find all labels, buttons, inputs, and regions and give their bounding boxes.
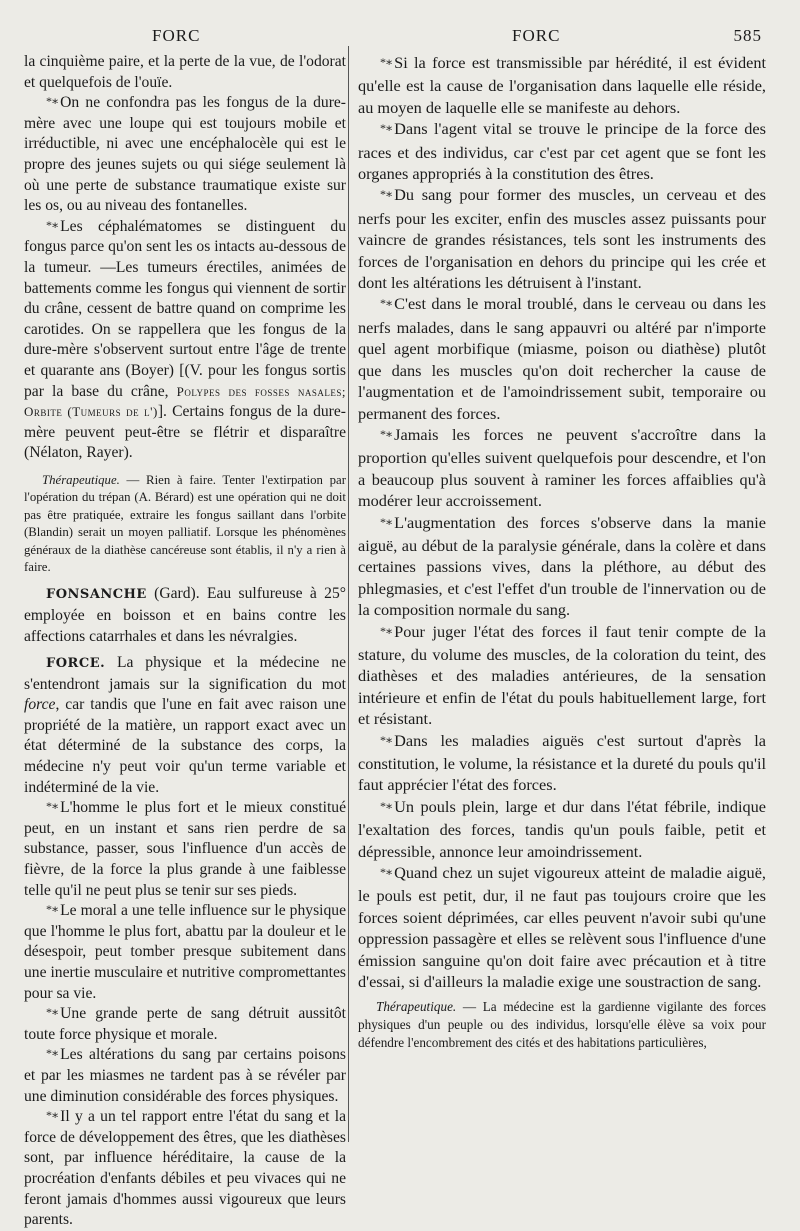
asterism-icon: *∗ — [380, 296, 393, 311]
cross-reference: Polypes des fosses nasales; Orbite (Tumeurs de l') — [24, 383, 346, 420]
paragraph: *∗ L'homme le plus fort et le mieux constitué peut, en un instant et sans rien perdre de sa substance, passer, sous l'influence d'un accès de fièvre, de la force la plus grande à une faiblesse telle qu'il ne peut plus se tenir sur ses pieds. — [24, 799, 346, 899]
page-number: 585 — [733, 26, 762, 45]
paragraph: *∗ Si la force est transmissible par hérédité, il est évident qu'elle est la cause de l'organisation dans laquelle elle réside, au moyen de laquelle elle se manifeste au dehors. — [358, 53, 766, 117]
asterism-icon: *∗ — [380, 426, 393, 441]
paragraph: *∗ Jamais les forces ne peuvent s'accroître dans la proportion qu'elles suivent quelquefois pour descendre, et l'on a beaucoup plus souvent à raminer les forces affaiblies qu'à modérer leur accroissement. — [358, 424, 766, 511]
therapeutics-label: Thérapeutique. — [376, 999, 457, 1015]
therapeutics-label: Thérapeutique. — [42, 472, 120, 487]
paragraph: *∗ Les céphalématomes se distinguent du fongus parce qu'on sent les os intacts au-dessous de la tumeur. —Les tumeurs érectiles, animées de battements comme les fongus qui viennent de sortir du crâne, cessent de battre quand on comprime les carotides. On se rappellera que les fongus de la dure-mère s'observent surtout entre l'âge de trente et quarante ans (Boyer) [(V. pour les fongus sortis par la base du crâne, Polypes des fosses nasales; Orbite (Tumeurs de l')]. Certains fongus de la dure-mère peuvent peut-être se flétrir et disparaître (Nélaton, Rayer). — [24, 217, 346, 462]
asterism-icon: *∗ — [380, 121, 393, 136]
asterism-icon: *∗ — [46, 799, 59, 814]
paragraph: la cinquième paire, et la perte de la vue, de l'odorat et quelquefois de l'ouïe. — [24, 53, 346, 91]
paragraph: *∗ Dans les maladies aiguës c'est surtout d'après la constitution, le volume, la résistance et la dureté du pouls qu'il faut apprécier l'état des forces. — [358, 730, 766, 795]
paragraph: *∗ Les altérations du sang par certains poisons et par les miasmes ne tardent pas à se révéler par une diminution considérable des forces physiques. — [24, 1046, 346, 1105]
entry-fonsanche: FONSANCHE (Gard). Eau sulfureuse à 25° employée en boisson et en bains contre les affections catarrhales et dans les névralgies. — [24, 585, 346, 645]
left-column — [24, 52, 346, 1231]
paragraph: *∗ L'augmentation des forces s'observe dans la manie aiguë, au début de la paralysie générale, dans la colère et dans certaines passions vives, dans la pléthore, au début des phlegmasies, et c'est l'effet d'un trouble de l'innervation ou de la composition normale du sang. — [358, 512, 766, 620]
column-divider — [348, 46, 349, 1142]
therapeutics-note: Thérapeutique. — La médecine est la gardienne vigilante des forces physiques d'un peuple ou des individus, lorsqu'elle élève sa voix pour défendre l'encombrement des cités et des habitations particulières, — [358, 999, 766, 1050]
header-left-keyword: FORC — [152, 26, 201, 45]
therapeutics-note: Thérapeutique. — Rien à faire. Tenter l'extirpation par l'opération du trépan (A. Bérard) est une opération qui ne doit pas être pratiquée, extraire les fongus saillant dans l'orbite (Blandin) serait un moyen palliatif. Lorsque les phénomènes généraux de la diathèse cancéreuse sont établis, il n'y a rien à faire. — [24, 472, 346, 574]
asterism-icon: *∗ — [46, 1108, 59, 1123]
entry-headword: FORCE. — [46, 656, 106, 672]
paragraph: *∗ Quand chez un sujet vigoureux atteint de maladie aiguë, le pouls est petit, dur, il ne faut pas toujours croire que les forces soient déprimées, car elles peuvent n'avoir subi qu'une oppression passagère et elles se relèvent sous l'influence d'une émission sanguine qu'on doit faire avec précaution et à titre d'essai, si d'ailleurs la maladie exige une soustraction de sang. — [358, 863, 766, 992]
paragraph: *∗ Du sang pour former des muscles, un cerveau et des nerfs pour les exciter, enfin des muscles assez puissants pour vaincre de grandes résistances, tels sont les instruments des forces de l'organisation en dehors du principe qui les crée et dont les altérations les détruisent à l'instant. — [358, 185, 766, 293]
asterism-icon: *∗ — [46, 94, 59, 109]
asterism-icon: *∗ — [380, 187, 393, 202]
paragraph: *∗ On ne confondra pas les fongus de la dure-mère avec une loupe qui est toujours mobile et irréductible, ni avec une encéphalocèle qui est le propre des jeunes sujets ou qui siége seulement là où une perte de substance traumatique existe sur les os, ou au niveau des fontanelles. — [24, 94, 346, 215]
asterism-icon: *∗ — [380, 865, 393, 880]
paragraph: *∗ Un pouls plein, large et dur dans l'état fébrile, indique l'exaltation des forces, tandis qu'un pouls faible, petit et dépressible, annonce leur amoindrissement. — [358, 796, 766, 861]
paragraph: *∗ Une grande perte de sang détruit aussitôt toute force physique et morale. — [24, 1005, 346, 1043]
paragraph: *∗ C'est dans le moral troublé, dans le cerveau ou dans les nerfs malades, dans le sang appauvri ou altéré par n'importe quel agent morbifique (miasme, poison ou diathèse) plutôt que dans les muscles qu'on doit rechercher la cause de l'augmentation et de l'amoindrissement subit, temporaire ou permanent des forces. — [358, 294, 766, 423]
running-header — [24, 22, 766, 52]
two-column-body — [24, 52, 766, 1229]
asterism-icon: *∗ — [380, 798, 393, 813]
header-center-keyword: FORC — [512, 26, 561, 45]
asterism-icon: *∗ — [380, 514, 393, 529]
asterism-icon: *∗ — [380, 55, 393, 69]
paragraph: *∗ Pour juger l'état des forces il faut tenir compte de la stature, du volume des muscles, de la coloration du teint, des diathèses et des maladies antérieures, de la sensation intérieure et enfin de l'état du pouls habituellement large, fort et résistant. — [358, 621, 766, 729]
paragraph: *∗ Il y a un tel rapport entre l'état du sang et la force de développement des êtres, que les diathèses sont, par influence héréditaire, la cause de la procréation d'enfants débiles et peu vivaces qui ne feront jamais d'hommes aussi vigoureux que leurs parents. — [24, 1108, 346, 1229]
right-column — [358, 52, 766, 1059]
entry-force: FORCE. La physique et la médecine ne s'entendront jamais sur la signification du mot force, car tandis que l'une en fait avec raison une propriété de la matière, un rapport exact avec un état déterminé de la substance des corps, la médecine n'y peut voir qu'un terme variable et indéterminé de la vie. — [24, 654, 346, 796]
asterism-icon: *∗ — [46, 1005, 59, 1020]
entry-headword: FONSANCHE — [46, 587, 147, 603]
asterism-icon: *∗ — [380, 732, 393, 747]
asterism-icon: *∗ — [46, 1046, 59, 1061]
asterism-icon: *∗ — [46, 217, 59, 232]
paragraph: *∗ Dans l'agent vital se trouve le principe de la force des races et des individus, car c'est par cet agent que se font les organes appropriés à la constitution des êtres. — [358, 119, 766, 184]
paragraph: *∗ Le moral a une telle influence sur le physique que l'homme le plus fort, abattu par la douleur et le désespoir, peut tomber presque subitement dans une inertie musculaire et nutritive compromettantes pour sa vie. — [24, 902, 346, 1002]
asterism-icon: *∗ — [46, 902, 59, 917]
asterism-icon: *∗ — [380, 623, 393, 638]
